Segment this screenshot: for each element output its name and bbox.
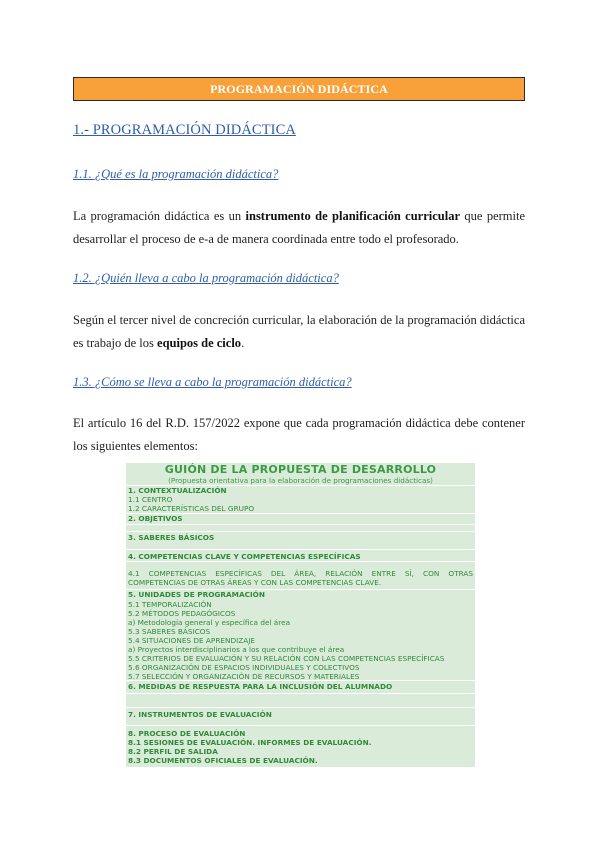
guion-row: 5.2 MÉTODOS PEDAGÓGICOS — [128, 609, 236, 618]
question-3-heading: 1.3. ¿Cómo se lleva a cabo la programación didáctica? — [73, 375, 352, 389]
table-divider — [126, 531, 475, 532]
question-3-paragraph: El artículo 16 del R.D. 157/2022 expone que cada programación didáctica debe contener los siguientes elementos: — [73, 416, 525, 453]
guion-row: 5.5 CRITERIOS DE EVALUACIÓN Y SU RELACIÓN CON LAS COMPETENCIAS ESPECÍFICAS — [128, 654, 445, 663]
question-2-paragraph: Según el tercer nivel de concreción curricular, la elaboración de la programación didáctica es trabajo de los equipos de ciclo. — [73, 313, 525, 350]
table-divider — [126, 725, 475, 726]
guion-row: 8. PROCESO DE EVALUACIÓN — [128, 729, 246, 738]
guion-row: 6. MEDIDAS DE RESPUESTA PARA LA INCLUSIÓN DEL ALUMNADO — [128, 682, 393, 691]
guion-title: GUIÓN DE LA PROPUESTA DE DESARROLLO — [164, 463, 437, 476]
guion-row: 8.1 SESIONES DE EVALUACIÓN. INFORMES DE EVALUACIÓN. — [128, 738, 372, 747]
guion-row: COMPETENCIAS DE OTRAS ÁREAS Y CON LAS COMPETENCIAS CLAVE. — [128, 578, 382, 587]
question-1-paragraph: La programación didáctica es un instrumento de planificación curricular que permite desarrollar el proceso de e-a de manera coordinada entre todo el profesorado. — [73, 209, 526, 246]
bold-term: equipos de ciclo — [157, 336, 242, 350]
guion-row: 8.3 DOCUMENTOS OFICIALES DE EVALUACIÓN. — [128, 756, 318, 765]
guion-row: 1.2 CARACTERÍSTICAS DEL GRUPO — [128, 504, 255, 513]
guion-row: 2. OBJETIVOS — [128, 514, 183, 523]
table-divider — [126, 693, 475, 694]
document-banner: PROGRAMACIÓN DIDÁCTICA — [73, 77, 525, 101]
guion-row: 8.2 PERFIL DE SALIDA — [128, 747, 218, 756]
guion-subtitle: (Propuesta orientativa para la elaboración de programaciones didácticas) — [168, 476, 433, 485]
guion-row: 4.1 COMPETENCIAS ESPECÍFICAS DEL ÁREA, RELACIÓN ENTRE SÍ, CON OTRAS — [128, 569, 473, 578]
guion-row: 5.4 SITUACIONES DE APRENDIZAJE — [128, 636, 255, 645]
guion-header — [126, 463, 475, 486]
question-1-heading: 1.1. ¿Qué es la programación didáctica? — [73, 167, 279, 181]
guion-row: a) Proyectos interdisciplinarios a los que contribuye el área — [128, 645, 345, 654]
bold-term: instrumento de planificación curricular — [245, 209, 461, 223]
guion-row: 3. SABERES BÁSICOS — [128, 533, 215, 542]
guion-row: 7. INSTRUMENTOS DE EVALUACIÓN — [128, 710, 272, 719]
guion-row: 5.6 ORGANIZACIÓN DE ESPACIOS INDIVIDUALES Y COLECTIVOS — [128, 663, 360, 672]
guion-row: 1. CONTEXTUALIZACIÓN — [128, 486, 227, 495]
guion-row: 4. COMPETENCIAS CLAVE Y COMPETENCIAS ESPECÍFICAS — [128, 552, 361, 561]
question-2-heading: 1.2. ¿Quién lleva a cabo la programación didáctica? — [73, 271, 339, 285]
table-divider — [126, 524, 475, 525]
guion-row: 5.7 SELECCIÓN Y ORGANIZACIÓN DE RECURSOS Y MATERIALES — [128, 672, 360, 681]
guion-row: 5. UNIDADES DE PROGRAMACIÓN — [128, 590, 265, 599]
table-divider — [126, 707, 475, 708]
table-divider — [126, 549, 475, 550]
guion-row: 5.3 SABERES BÁSICOS — [128, 627, 211, 636]
guion-row: 5.1 TEMPORALIZACIÓN — [128, 600, 212, 609]
guion-row: a) Metodología general y específica del área — [128, 618, 291, 627]
guion-row: 1.1 CENTRO — [128, 495, 173, 504]
guion-table-image — [126, 463, 475, 767]
section-title: 1.- PROGRAMACIÓN DIDÁCTICA — [73, 122, 296, 138]
